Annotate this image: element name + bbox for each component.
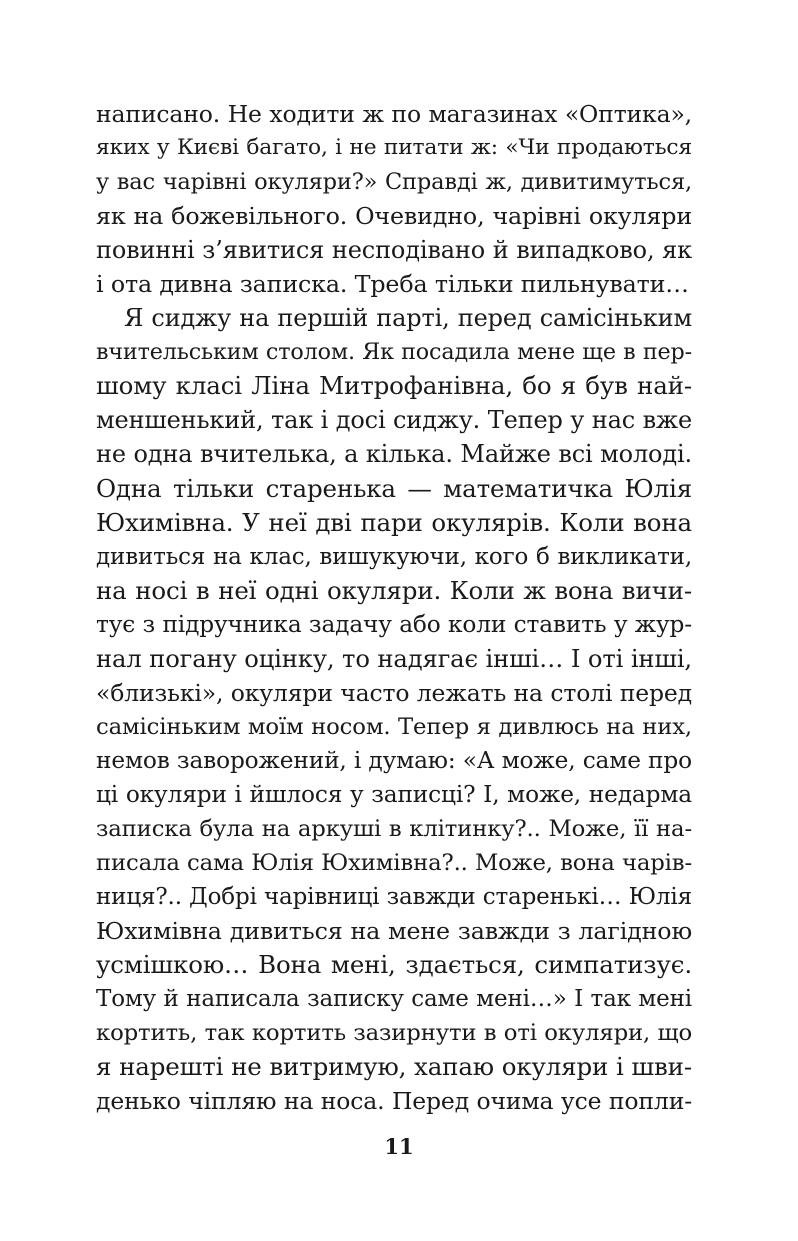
- text-line: записка була на аркуші в клітинку?.. Може, її на-: [96, 815, 692, 842]
- text-line: на носі в неї одні окуляри. Коли ж вона вичи-: [96, 575, 692, 605]
- text-line: і ота дивна записка. Треба тільки пильнувати…: [96, 270, 689, 299]
- text-line: написано. Не ходити ж по магазинах «Оптика»,: [96, 100, 692, 128]
- text-line: Одна тільки старенька — математичка Юлія: [96, 473, 692, 503]
- text-line: немов заворожений, і думаю: «А може, саме про: [96, 746, 692, 774]
- text-line: вчительським столом. Як посадила мене ще в пер-: [96, 339, 692, 366]
- text-line: ці окуляри і йшлося у записці? І, може, недарма: [96, 780, 692, 808]
- text-line: тує з підручника задачу або коли ставить у жур-: [96, 610, 692, 638]
- text-line: Тому й написала записку саме мені…» І так мені: [96, 986, 692, 1013]
- text-line: меншенький, так і досі сиджу. Тепер у нас вже: [96, 406, 692, 435]
- text-line: Юхимівна. У неї дві пари окулярів. Коли вона: [96, 507, 692, 537]
- text-line: нал погану оцінку, то надягає інші… І оті інші,: [96, 643, 692, 673]
- body-text: [96, 97, 692, 1118]
- text-line: як на божевільного. Очевидно, чарівні окуляри: [96, 202, 692, 231]
- text-line: не одна вчителька, а кілька. Майже всі молоді.: [96, 440, 692, 469]
- text-line: самісіньким моїм носом. Тепер я дивлюсь на них,: [96, 713, 692, 740]
- text-line: Я сиджу на першій парті, перед самісіньким: [124, 304, 692, 333]
- text-line: кортить, так кортить зазирнути в оті окуляри, що: [96, 1020, 692, 1047]
- text-line: усмішкою… Вона мені, здається, симпатизує.: [96, 950, 692, 980]
- text-line: денько чіпляю на носа. Перед очима усе попли-: [96, 1087, 692, 1116]
- text-line: писала сама Юлія Юхимівна?.. Може, вона чарів-: [96, 850, 692, 877]
- text-line: Юхимівна дивиться на мене завжди з лагідною: [96, 917, 692, 946]
- text-line: я нарешті не витримую, хапаю окуляри і шви-: [96, 1052, 692, 1082]
- page-number: 11: [384, 1134, 414, 1159]
- text-line: дивиться на клас, вишукуючи, кого б викликати,: [96, 543, 692, 570]
- text-line: у вас чарівні окуляри?» Справді ж, дивитимуться,: [96, 169, 692, 196]
- text-line: шому класі Ліна Митрофанівна, бо я був най-: [96, 371, 692, 401]
- text-line: «близькі», окуляри часто лежать на столі перед: [96, 678, 692, 707]
- text-line: яких у Києві багато, і не питати ж: «Чи продаються: [96, 135, 692, 161]
- text-line: ниця?.. Добрі чарівниці завжди старенькі… Юлія: [96, 884, 692, 911]
- text-line: повинні з’явитися несподівано й випадково, як: [96, 236, 692, 265]
